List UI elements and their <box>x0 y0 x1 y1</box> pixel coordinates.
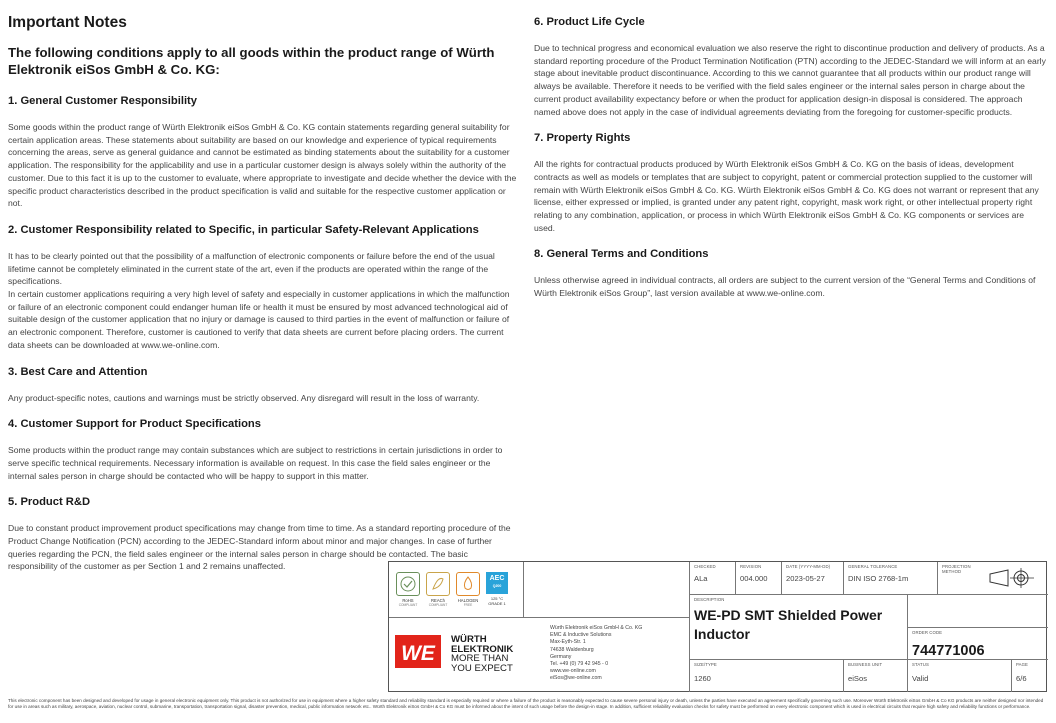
projection-cell: PROJECTION METHOD <box>937 562 1048 594</box>
section-heading: 3. Best Care and Attention <box>8 365 148 378</box>
date-value: 2023-05-27 <box>786 574 825 583</box>
order-code-cell: ORDER CODE 744771006 <box>907 627 1048 659</box>
company-panel <box>389 617 689 692</box>
section-text: Some products within the product range may contain substances which are subject to restrictions in certain jurisdictions in order to serve specific technical requirements. Necessary information is available on request. In this case the field sales engineer or the internal sales person in charge should be contacted who will be happy to support in this matter. <box>8 445 503 481</box>
section-heading: 2. Customer Responsibility related to Specific, in particular Safety-Relevant Applications <box>8 223 479 236</box>
section-heading: 8. General Terms and Conditions <box>534 248 709 261</box>
status-value: Valid <box>912 674 929 683</box>
right-column <box>534 0 1046 300</box>
rohs-icon <box>396 572 420 596</box>
section-text: In certain customer applications requiring a very high level of safety and especially in customer applications in which the malfunction or failure of an electronic component could endanger human life or health it must be ensured by most advanced technological aid of suitable design of the customer application that no injury or damage is caused to third parties in the event of malfunction or failure of an electronic component. Therefore, customer is cautioned to verify that data sheets are current before placing orders. The current data sheets can be downloaded at www.we-online.com. <box>8 289 510 350</box>
section-heading: 1. General Customer Responsibility <box>8 95 197 107</box>
page-number: 6/6 <box>1016 674 1027 683</box>
business-unit-cell: BUSINESS UNIT eiSos <box>843 659 907 692</box>
product-description: WE-PD SMT Shielded Power Inductor <box>694 607 883 642</box>
projection-method-icon <box>986 566 1042 590</box>
revision-value: 004.000 <box>740 574 768 583</box>
status-cell: STATUS Valid <box>907 659 1011 692</box>
section-text: It has to be clearly pointed out that the possibility of a malfunction of electronic components or failure before the end of the usual lifetime cannot be completely eliminated in the current state of the art, even if the products are operated within the range of the specifications. <box>8 250 495 287</box>
section-3 <box>8 365 518 405</box>
company-address: Würth Elektronik eiSos GmbH & Co. KG EMC & Inductive Solutions Max-Eyth-Str. 1 74638 Waldenburg Germany Tel. +49 (0) 79 42 945 - 0 www.we-online.com eiSos@we-online.com <box>550 625 643 682</box>
section-1 <box>8 94 518 210</box>
section-text: Unless otherwise agreed in individual contracts, all orders are subject to the current version of the “General Terms and Conditions of Würth Elektronik eiSos Group”, last version available at www.we-online.com. <box>534 275 1036 299</box>
flame-icon <box>456 572 480 596</box>
certifications-panel <box>389 562 523 617</box>
section-text: Due to technical progress and economical evaluation we also reserve the right to discontinue production and delivery of products. As a standard reporting procedure of the Product Termination Notification (PTN) according to the JEDEC-Standard we will inform at an early stage about inevitable product discontinuance. According to this we cannot guarantee that all products within our product range will always be available. Therefore it needs to be verified with the field sales engineer or the internal sales person in charge about the current product availability expectancy before or when the product for application design-in disposal is considered. The approach named above does not apply in the case of individual agreements deviating from the foregoing for customer-specific products. <box>534 43 1046 117</box>
section-text: Some goods within the product range of Würth Elektronik eiSos GmbH & Co. KG contain statements regarding general suitability for certain application areas. These statements about suitability are based on our knowledge and experience of typical requirements concerning the areas, serve as general guidance and cannot be estimated as binding statements about the suitability for a customer application. The responsibility for the applicability and use in a particular customer design is always solely within the authority of the customer. Due to this fact it is up to the customer to evaluate, where appropriate to investigate and decide whether the device with the specific product characteristics described in the product specification is valid and suitable for the respective customer application or not. <box>8 122 517 209</box>
section-text: Due to constant product improvement product specifications may change from time to time. As a standard reporting procedure of the Product Change Notification (PCN) according to the JEDEC-Standard inform about minor and major changes. In case of further queries regarding the PCN, the field sales engineer or the internal sales person in charge should be contacted. The basic responsibility of the customer as per Section 1 and 2 remains unaffected. <box>8 523 511 572</box>
section-heading: 4. Customer Support for Product Specifications <box>8 418 261 431</box>
section-heading: 5. Product R&D <box>8 496 91 509</box>
tolerance-value: DIN ISO 2768-1m <box>848 574 909 583</box>
page-subtitle: The following conditions apply to all goods within the product range of Würth Elektronik eiSos GmbH & Co. KG: <box>8 45 495 77</box>
size-cell: SIZE/TYPE 1260 <box>689 659 843 692</box>
halogen-free-badge: HALOGEN FREE <box>455 572 481 607</box>
description-cell: DESCRIPTION WE-PD SMT Shielded Power Inductor <box>689 594 907 659</box>
business-unit-value: eiSos <box>848 674 867 683</box>
legal-disclaimer: This electronic component has been designed and developed for usage in general electronic equipment only. This product is not authorized for use in equipment where a higher safety standard and reliability standard is especially required or where a failure of the product is reasonably expected to cause severe personal injury or death, unless the parties have executed an agreement specifically governing such use. Moreover Würth Elektronik eiSos GmbH & Co KG products are neither designed nor intended for use in areas such as military, aerospace, aviation, nuclear control, submarine, transportation, transportation signal, disaster prevention, medical, public information network etc.. Würth Elektronik eiSos GmbH & Co KG must be informed about the intent of such usage before the design-in stage. In addition, sufficient reliability evaluation checks for safety must be performed on every electronic component which is used in electrical circuits that require high safety and reliability functions or performance. <box>8 698 1044 709</box>
section-4 <box>8 417 518 482</box>
checked-value: ALa <box>694 574 708 583</box>
reach-icon <box>426 572 450 596</box>
title-block <box>388 561 1047 692</box>
size-value: 1260 <box>694 674 711 683</box>
section-6 <box>534 15 1046 118</box>
checked-cell: CHECKED ALa <box>689 562 735 594</box>
section-7 <box>534 131 1046 234</box>
we-logo-text: WE <box>401 642 435 665</box>
we-logo <box>395 635 441 668</box>
revision-cell: REVISION 004.000 <box>735 562 781 594</box>
date-cell: DATE (YYYY-MM-DD) 2023-05-27 <box>781 562 843 594</box>
section-heading: 7. Property Rights <box>534 132 631 145</box>
empty-cell <box>907 594 1048 627</box>
section-text: Any product-specific notes, cautions and warnings must be strictly observed. Any disregard will result in the loss of warranty. <box>8 392 480 403</box>
logo-spacer <box>523 562 689 617</box>
page-cell: PAGE 6/6 <box>1011 659 1048 692</box>
brand-text: WÜRTH ELEKTRONIK MORE THAN YOU EXPECT <box>451 634 514 674</box>
section-heading: 6. Product Life Cycle <box>534 16 645 28</box>
page-title: Important Notes <box>8 14 127 31</box>
order-code: 744771006 <box>912 643 985 659</box>
aec-caption: 125 °C GRADE 1 <box>488 596 506 606</box>
section-8 <box>534 247 1046 299</box>
reach-badge: REACh COMPLIANT <box>425 572 451 607</box>
section-text: All the rights for contractual products produced by Würth Elektronik eiSos GmbH & Co. KG on the basis of ideas, development contracts as well as models or templates that are subject to copyright, patent or commercial protection supplied to the customer will remain with Würth Elektronik eiSos GmbH & Co. KG. Würth Elektronik eiSos GmbH & Co. KG does not warrant or represent that any license, either expressed or implied, is granted under any patent right, copyright, mask work right, or other intellectual property right relating to any combination, application, or process in which Würth Elektronik eiSos GmbH & Co. KG components or services are used. <box>534 159 1039 233</box>
rohs-badge: RoHS COMPLIANT <box>395 572 421 607</box>
aec-q200-badge: AEC Q200 <box>486 572 508 594</box>
section-2 <box>8 223 518 352</box>
left-column <box>8 0 518 573</box>
tolerance-cell: GENERAL TOLERANCE DIN ISO 2768-1m <box>843 562 937 594</box>
